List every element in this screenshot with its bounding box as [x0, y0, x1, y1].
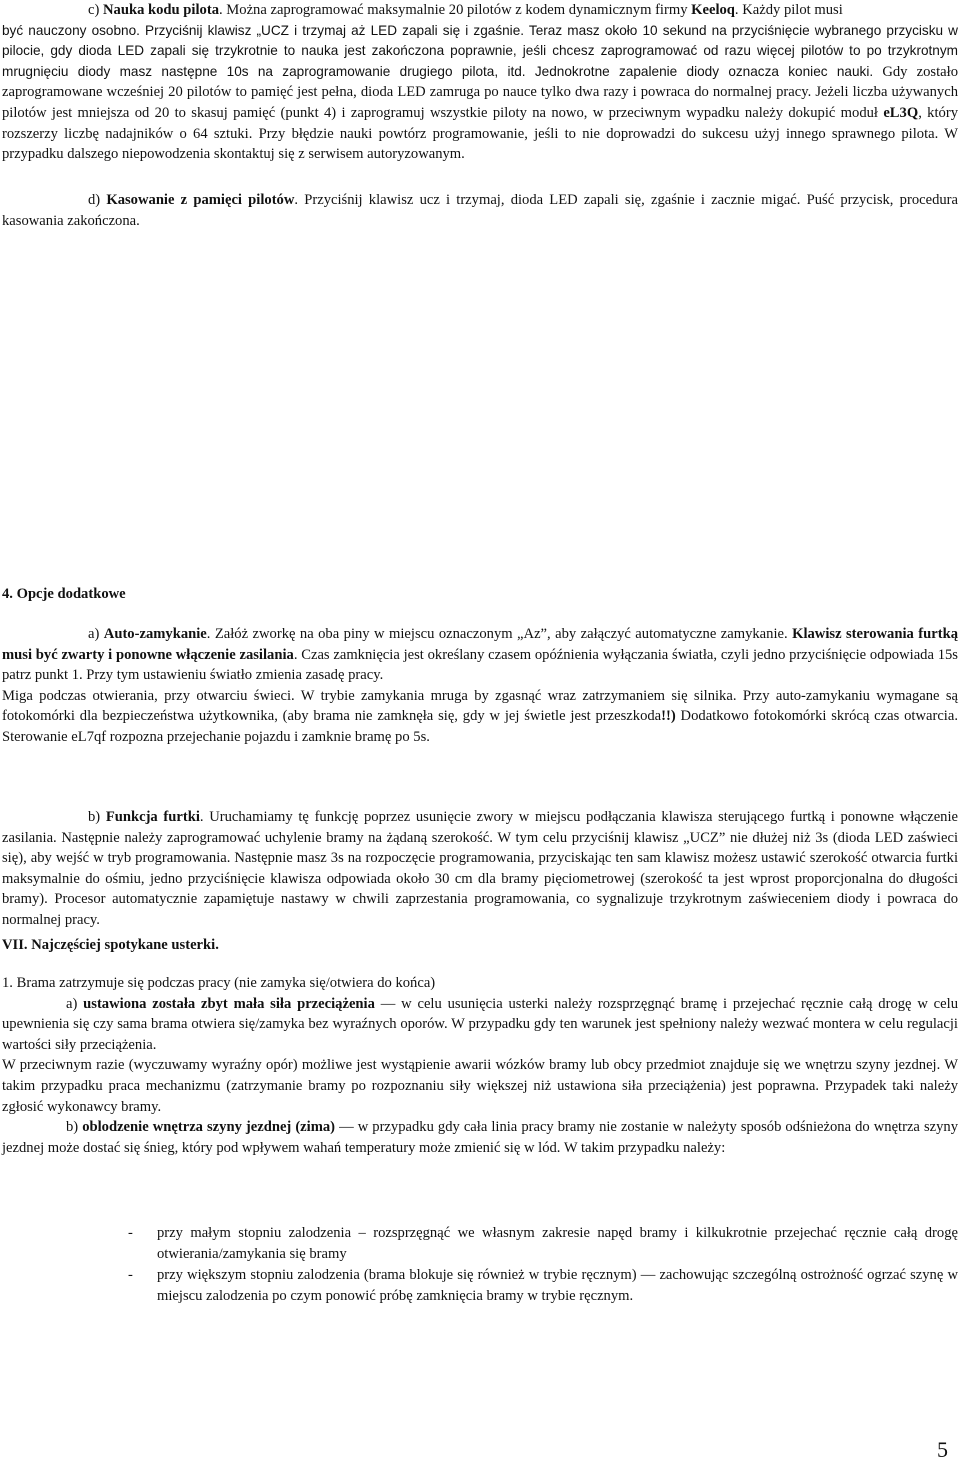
section-c-sans-text: być nauczony osobno. Przyciśnij klawisz „UCZ i trzymaj aż LED zapali się i zgaśnie. Teraz masz około 10 sekund na przyciśnięcie wybranego przycisku w pilocie, gdy dioda LED zapali się trzykrotnie to nauka jest zakończona poprawnie, jeśli chcesz zaprogramować od razu więcej pilotów to po trzykrotnym mrugnięciu diody masz następne 10s na zaprogramowanie drugiego pilota, itd. Jednokrotne zapalenie diody oznacza koniec nauki.	[2, 22, 958, 79]
section-c-serif-text-a: Gdy zostało zaprogramowane wcześniej 20 pilotów to pamięć jest pełna, dioda LED zamruga po nauce tylko dwa razy i powraca do normalnej pracy. Jeżeli liczba używanych pilotów jest mniejsza od 20 to skasuj pamięć (punkt 4) i zaprogramuj wszystkie piloty na nowo, w przeciwnym wypadku należy dokupić moduł	[2, 63, 958, 121]
option-b-text: . Uruchamiamy tę funkcję poprzez usunięcie zwory w miejscu podłączania klawisza sterującego furtką i ponowne włączenie zasilania. Następnie należy zaprogramować uchylenie bramy na żądaną szerokość. W tym celu przyciśnij klawisz „UCZ” nie dłużej niż 3s (dioda LED zaświeci się), aby wejść w tryb programowania. Następnie masz 3s na rozpoczęcie programowania, przyciskając ten sam klawisz możesz ustawić szerokość otwarcia furtki maksymalnie do ośmiu, jedno przyciśnięcie klawisza odpowiada około 30 cm dla bramy pięciometrowej (szerokość ta jest wprost proporcjonalna do długości bramy). Procesor automatycznie zapamiętuje nastawy w chwili zaprzestania programowania, co sygnalizuje trzykrotnym zaświeceniem diody i powraca do normalnej pracy.	[2, 809, 958, 928]
brand-name: Keeloq	[691, 2, 735, 18]
module-name: eL3Q	[883, 104, 919, 121]
option-b-title: Funkcja furtki	[105, 809, 200, 825]
fault-1a-bold: ustawiona została zbyt mała siła przeciążenia	[83, 995, 375, 1012]
fault-1b-text: — w przypadku gdy cała linia pracy bramy nie zostanie w należyty sposób odśnieżona do wnętrza szyny jezdnej może dostać się śnieg, który pod wpływem wahań temperatury może zmienić się w lód. W takim przypadku należy:	[2, 1119, 958, 1156]
section-c-label: c)	[88, 2, 100, 18]
gate-rail-figure	[270, 1330, 271, 1331]
option-a-line2: Miga podczas otwierania, przy otwarciu świeci. W trybie zamykania mruga by zgasnąć wraz zatrzymaniem się silnika. Przy auto-zamykaniu wymagane są fotokomórki dla bezpieczeństwa użytkownika, (aby brama nie zamknęła się, gdy w jej świetle jest przeszkoda	[2, 687, 958, 725]
page-number: 5	[937, 1437, 948, 1462]
option-a-text2: . Czas zamknięcia jest określany czasem opóźnienia wyłączania światła, czyli jedno przyciśnięcie odpowiada 15s patrz punkt 1. Przy tym ustawieniu światło zmienia zasadę pracy.	[2, 646, 958, 684]
section-c-title: Nauka kodu pilota	[103, 2, 219, 18]
fault-1b-option-2	[128, 1265, 958, 1306]
option-a-text1: . Załóż zworkę na oba piny w miejscu oznaczonym „Az”, aby załączyć automatyczne zamykanie.	[206, 626, 793, 642]
fault-1	[2, 973, 958, 1158]
bullet-dash: -	[128, 1225, 133, 1241]
section-d	[2, 190, 958, 231]
fault-1a-label: a)	[66, 995, 84, 1012]
fault-1-title: 1. Brama zatrzymuje się podczas pracy (nie zamyka się/otwiera do końca)	[2, 975, 436, 991]
section-c-line1b: . Każdy pilot musi	[734, 2, 843, 18]
bullet-dash: -	[128, 1267, 133, 1283]
option-a-title: Auto-zamykanie	[103, 626, 207, 642]
fault-1b-option-2-text: przy większym stopniu zalodzenia (brama blokuje się również w trybie ręcznym) — zachowując szczególną ostrożność ogrzać szynę w miejscu zalodzenia po czym ponowić próbę zamknięcia bramy w trybie ręcznym.	[157, 1267, 958, 1304]
option-a	[2, 624, 958, 748]
option-b-label: b)	[88, 809, 106, 825]
fault-1a-text: — w celu usunięcia usterki należy rozsprzęgnąć bramę i przejechać ręcznie całą drogę w celu upewnienia się czy sama brama otwiera się/zamyka bez wyraźnych oporów. W przypadku gdy ten warunek jest spełniony należy wezwać montera w celu regulacji wartości siły przeciążenia.	[2, 995, 958, 1053]
heading-options: 4. Opcje dodatkowe	[2, 586, 126, 602]
option-b	[2, 807, 958, 931]
section-c	[2, 0, 958, 165]
fault-1b-option-1-text: przy małym stopniu zalodzenia – rozsprzęgnąć we własnym zakresie napęd bramy i kilkukrotnie przejechać ręcznie całą drogę otwierania/zamykania się bramy	[157, 1225, 958, 1262]
section-d-label: d)	[88, 192, 107, 208]
option-a-line3: Dodatkowo fotokomórki skrócą czas otwarcia. Sterowanie eL7qf rozpozna przejechanie pojazdu i zamknie bramę po 5s.	[2, 708, 958, 745]
option-a-bold: Klawisz sterowania furtką musi być zwarty i ponowne włączenie zasilania	[2, 626, 958, 663]
fault-1b-bold: oblodzenie wnętrza szyny jezdnej (zima)	[82, 1119, 336, 1136]
fault-1a-text2: W przeciwnym razie (wyczuwamy wyraźny opór) możliwe jest wystąpienie awarii wózków bramy lub obcy przedmiot znajduje się we wnętrzu szyny jezdnej. W takim przypadku praca mechanizmu (zatrzymanie bramy po rozpoznaniu siły większej niż ustawiona siła przeciążenia) jest poprawna. Przypadek taki należy zgłosić wykonawcy bramy.	[2, 1057, 958, 1115]
fault-1b-option-1	[128, 1223, 958, 1264]
section-d-text: . Przyciśnij klawisz ucz i trzymaj, dioda LED zapali się, zgaśnie i zacznie migać. Puść przycisk, procedura kasowania zakończona.	[2, 192, 958, 229]
heading-faults: VII. Najczęściej spotykane usterki.	[2, 937, 219, 953]
section-c-line1a: . Można zaprogramować maksymalnie 20 pilotów z kodem dynamicznym firmy	[219, 2, 692, 18]
section-c-serif-text-b: , który rozszerzy liczbę nadajników o 64 sztuki. Przy błędzie nauki powtórz programowanie, jeśli to nie doprowadzi do sukcesu użyj innego sprawnego pilota. W przypadku dalszego niepowodzenia skontaktuj się z serwisem autoryzowanym.	[2, 104, 958, 163]
option-a-excl: !!)	[661, 708, 676, 725]
section-d-title: Kasowanie z pamięci pilotów	[106, 192, 295, 208]
fault-1b-label: b)	[66, 1119, 83, 1136]
option-a-label: a)	[88, 626, 104, 642]
